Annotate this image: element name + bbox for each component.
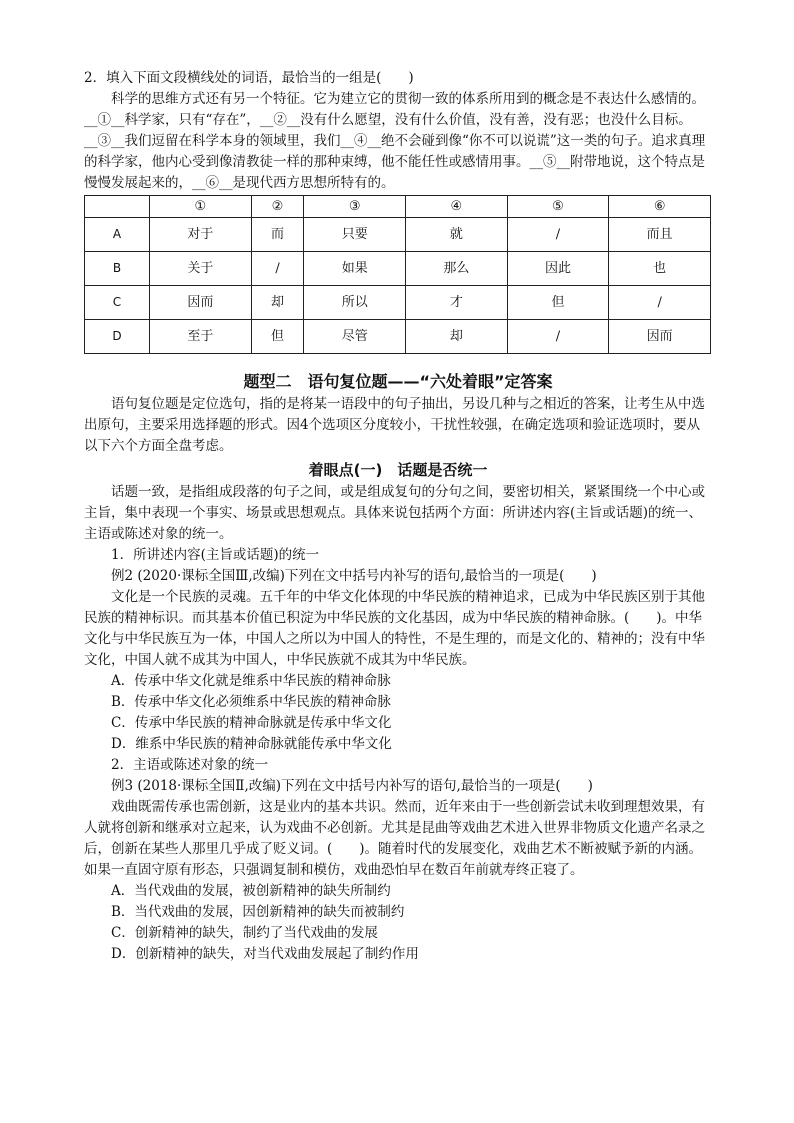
table-row <box>85 218 711 252</box>
table-cell: 因而 <box>609 320 711 354</box>
table-cell: 但 <box>251 320 304 354</box>
table-cell: 至于 <box>150 320 252 354</box>
table-cell: 却 <box>406 320 508 354</box>
example-3-passage: 戏曲既需传承也需创新，这是业内的基本共识。然而，近年来由于一些创新尝试未收到理想效果，有人就将创新和继承对立起来，认为戏曲不必创新。尤其是昆曲等戏曲艺术进入世界非物质文化遗产名录之后，创新在某些人那里几乎成了贬义词。( )。随着时代的发展变化，戏曲艺术不断被赋予新的内涵。如果一直固守原有形态，只强调复制和模仿，戏曲恐怕早在数百年前就寿终正寝了。 <box>84 799 705 878</box>
table-cell: 才 <box>406 286 508 320</box>
table-cell: 而且 <box>609 218 711 252</box>
table-cell: / <box>507 218 609 252</box>
table-cell: 尽管 <box>304 320 406 354</box>
example-2-passage: 文化是一个民族的灵魂。五千年的中华文化体现的中华民族的精神追求，已成为中华民族区别于其他民族的精神标识。而其基本价值已积淀为中华民族的文化基因，成为中华民族的精神命脉。( )。中华文化与中华民族互为一体，中国人之所以为中国人的特性，不是生理的，而是文化的、精神的；没有中华文化，中国人就不成其为中国人，中华民族就不成其为中华民族。 <box>84 589 705 668</box>
example-3-option-b: B．当代戏曲的发展，因创新精神的缺失而被制约 <box>111 904 405 920</box>
question-2-stem: 2．填入下面文段横线处的词语，最恰当的一组是( ) <box>84 70 414 86</box>
table-cell: 因而 <box>150 286 252 320</box>
table-cell: / <box>251 252 304 286</box>
section-intro: 语句复位题是定位选句，指的是将某一语段中的句子抽出，另设几种与之相近的答案，让考生从中选出原句，主要采用选择题的形式。因4个选项区分度较小，干扰性较强，在确定选项和验证选项时，要从以下六个方面全盘考虑。 <box>84 396 705 454</box>
table-cell: 只要 <box>304 218 406 252</box>
table-header-cell <box>85 196 150 218</box>
options-table <box>84 195 711 354</box>
table-header-cell: ⑤ <box>507 196 609 218</box>
table-cell: 也 <box>609 252 711 286</box>
table-cell: 就 <box>406 218 508 252</box>
question-2-passage: 科学的思维方式还有另一个特征。它为建立它的贯彻一致的体系所用到的概念是不表达什么感情的。__①__科学家，只有“存在”，__②__没有什么愿望，没有什么价值，没有善，没有恶；也没什么目标。__③__我们逗留在科学本身的领域里，我们__④__绝不会碰到像“你不可以说谎”这一类的句子。追求真理的科学家，他内心受到像清教徒一样的那种束缚，他不能任性或感情用事。__⑤__附带地说，这个特点是慢慢发展起来的，__⑥__是现代西方思想所特有的。 <box>84 91 706 191</box>
table-row <box>85 320 711 354</box>
example-2-option-d: D．维系中华民族的精神命脉就能传承中华文化 <box>111 736 392 752</box>
table-cell: 如果 <box>304 252 406 286</box>
example-2-stem: 例2 (2020·课标全国Ⅲ,改编)下列在文中括号内补写的语句,最恰当的一项是( ) <box>111 568 597 584</box>
table-header-row <box>85 196 711 218</box>
table-header-cell: ④ <box>406 196 508 218</box>
table-cell: A <box>85 218 150 252</box>
table-header-cell: ⑥ <box>609 196 711 218</box>
table-cell: 但 <box>507 286 609 320</box>
table-row <box>85 286 711 320</box>
table-cell: C <box>85 286 150 320</box>
point-1-title: 着眼点(一) 话题是否统一 <box>308 461 488 479</box>
table-cell: D <box>85 320 150 354</box>
subheading-2: 2．主语或陈述对象的统一 <box>111 757 269 773</box>
table-cell: 而 <box>251 218 304 252</box>
example-2-option-c: C．传承中华民族的精神命脉就是传承中华文化 <box>111 715 392 731</box>
table-cell: 却 <box>251 286 304 320</box>
table-row <box>85 252 711 286</box>
subheading-1: 1．所讲述内容(主旨或话题)的统一 <box>111 547 320 563</box>
example-3-option-c: C．创新精神的缺失，制约了当代戏曲的发展 <box>111 925 378 941</box>
table-cell: / <box>609 286 711 320</box>
example-3-option-d: D．创新精神的缺失，对当代戏曲发展起了制约作用 <box>111 946 419 962</box>
document-page <box>84 68 712 965</box>
table-cell: 所以 <box>304 286 406 320</box>
example-3-stem: 例3 (2018·课标全国Ⅱ,改编)下列在文中括号内补写的语句,最恰当的一项是( ) <box>111 778 593 794</box>
example-2-option-b: B．传承中华文化必须维系中华民族的精神命脉 <box>111 694 391 710</box>
table-header-cell: ③ <box>304 196 406 218</box>
table-cell: B <box>85 252 150 286</box>
example-3-option-a: A．当代戏曲的发展，被创新精神的缺失所制约 <box>111 883 391 899</box>
table-cell: 因此 <box>507 252 609 286</box>
section-title: 题型二 语句复位题——“六处着眼”定答案 <box>243 372 553 391</box>
example-2-option-a: A．传承中华文化就是维系中华民族的精神命脉 <box>111 673 391 689</box>
table-cell: 对于 <box>150 218 252 252</box>
table-header-cell: ② <box>251 196 304 218</box>
table-cell: 关于 <box>150 252 252 286</box>
table-cell: / <box>507 320 609 354</box>
point-1-intro: 话题一致，是指组成段落的句子之间，或是组成复句的分句之间，要密切相关，紧紧围绕一个中心或主旨，集中表现一个事实、场景或思想观点。具体来说包括两个方面：所讲述内容(主旨或话题)的统一、主语或陈述对象的统一。 <box>84 484 705 542</box>
table-header-cell: ① <box>150 196 252 218</box>
table-cell: 那么 <box>406 252 508 286</box>
